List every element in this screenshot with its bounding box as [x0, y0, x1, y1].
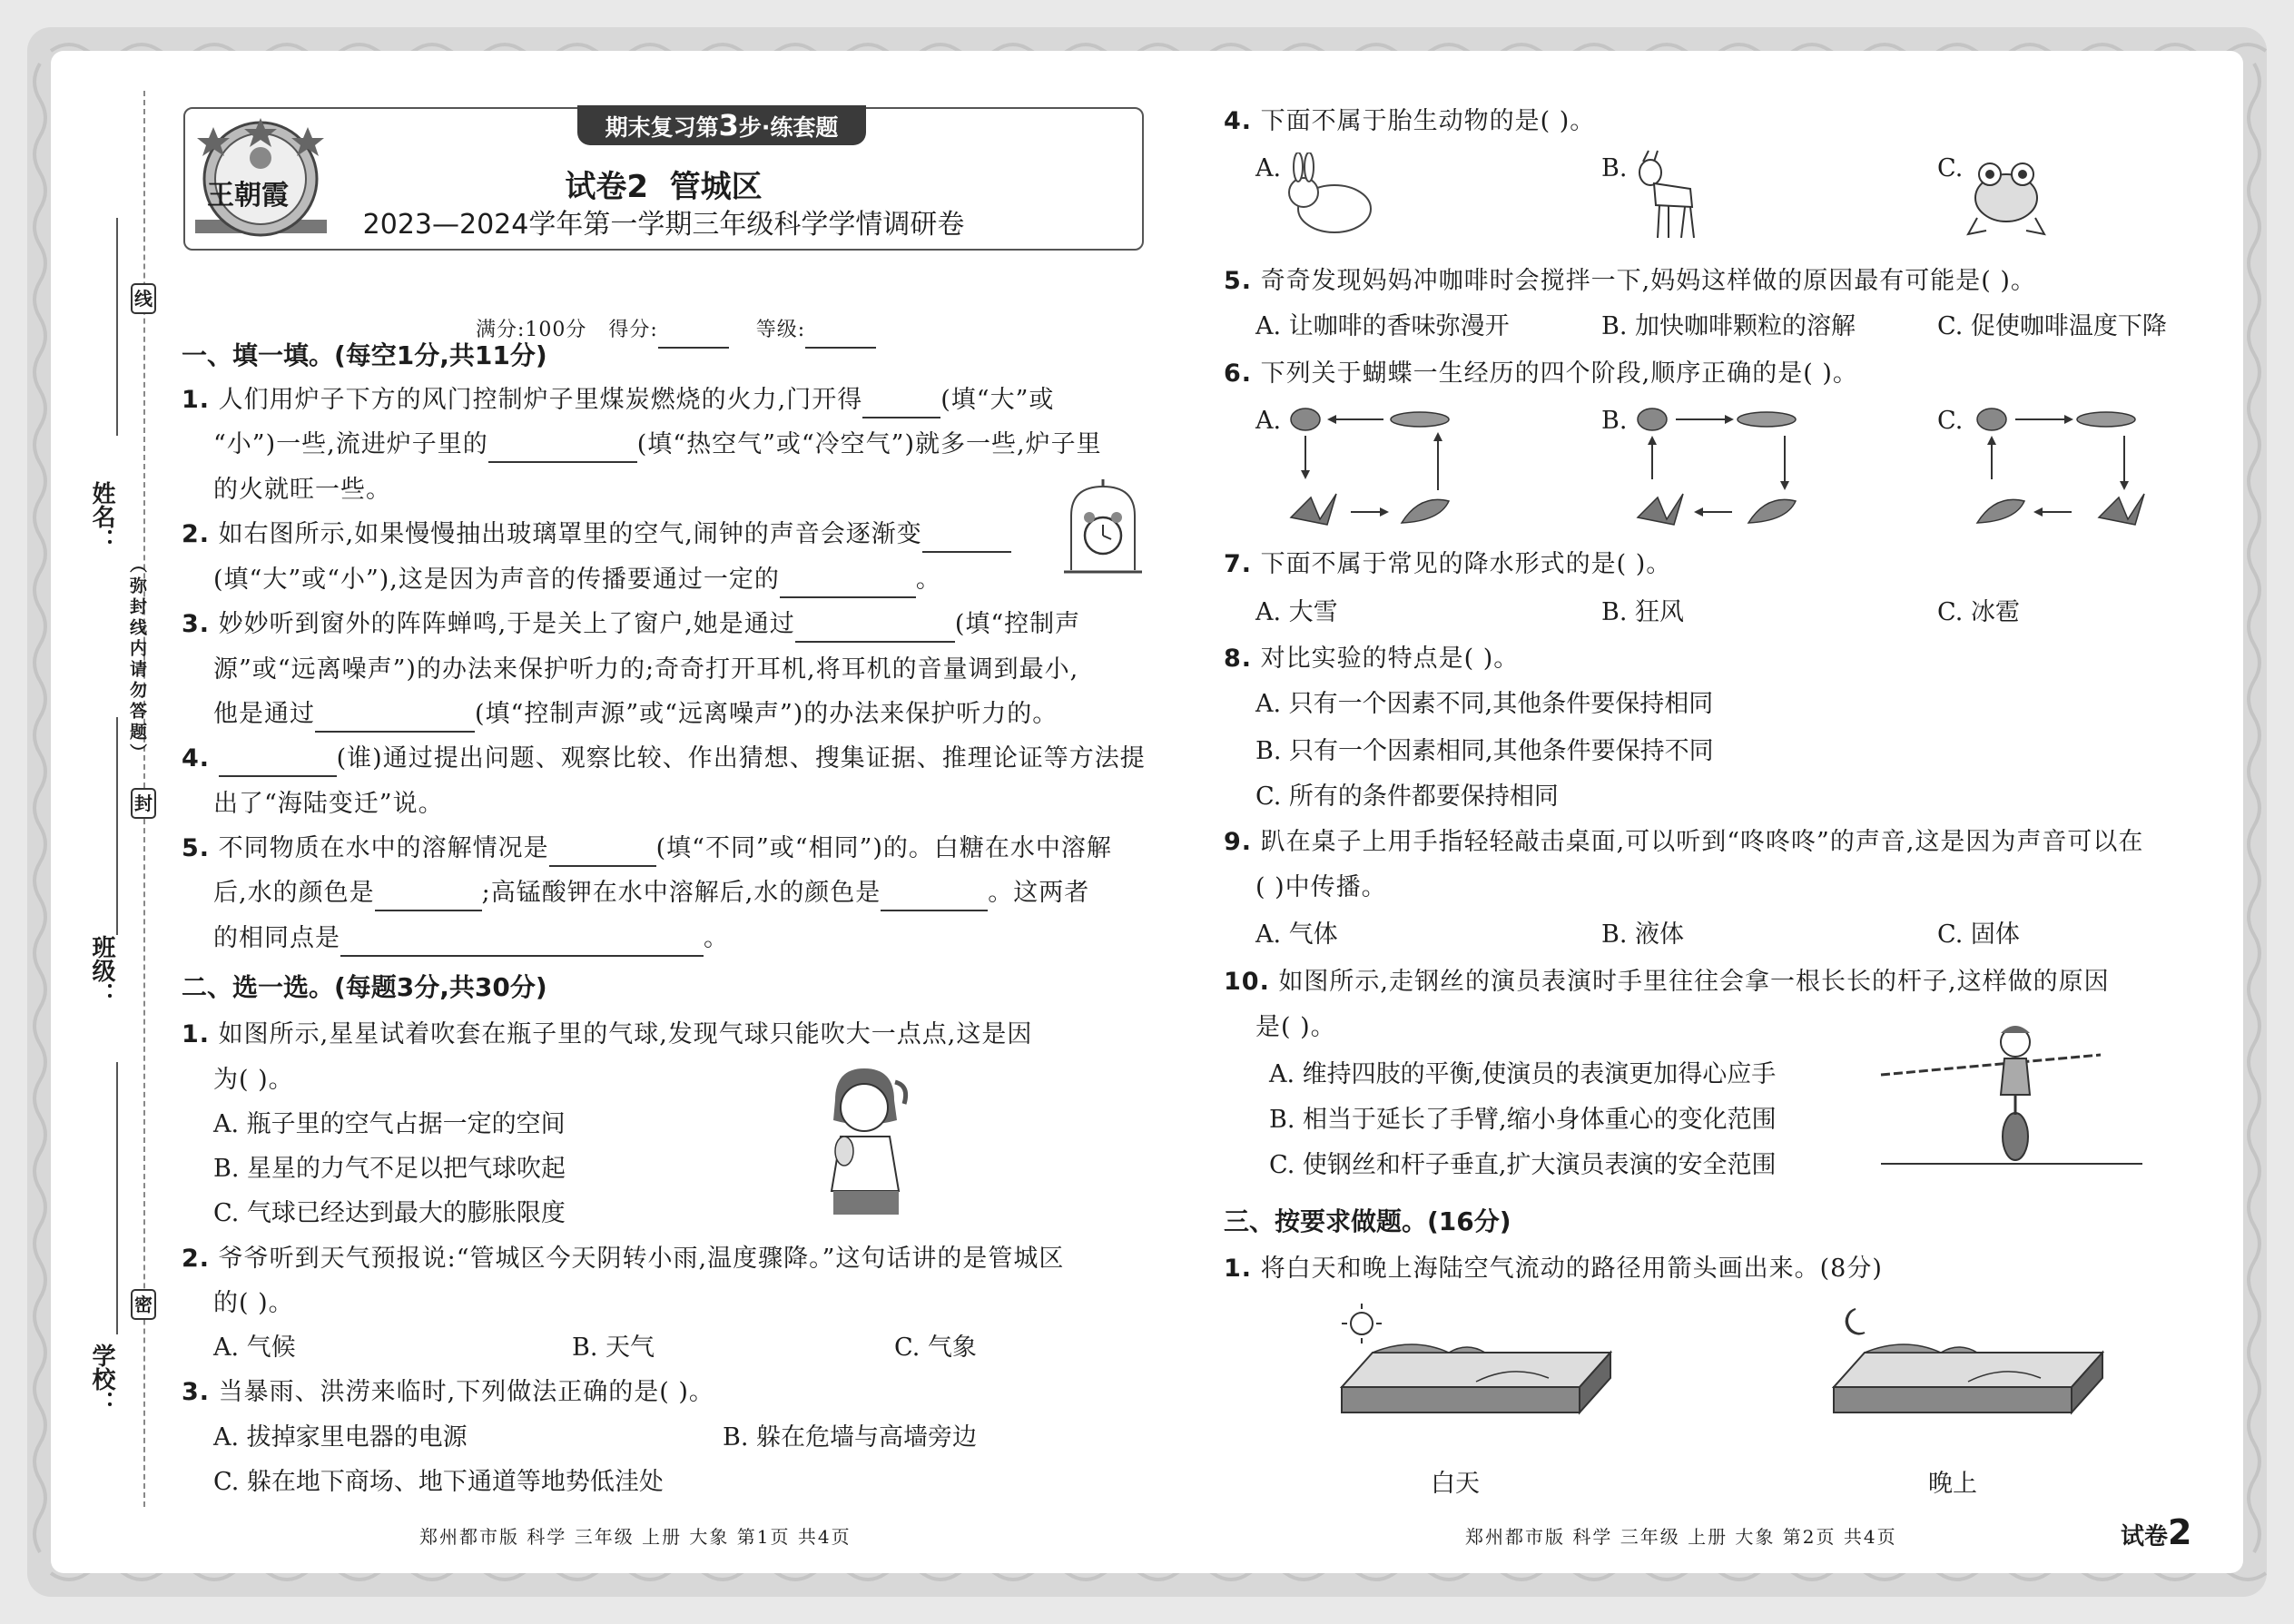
- bell-jar-clock-icon: [1062, 479, 1144, 579]
- frog-icon: [1961, 153, 2052, 240]
- butterfly-cycle-a-icon: [1284, 399, 1465, 536]
- banner-num: 3: [718, 108, 739, 143]
- fill-q4-line1: 4. (谁)通过提出问题、观察比较、作出猜想、搜集证据、推理论证等方法提: [182, 741, 1146, 777]
- class-field-line[interactable]: [116, 717, 118, 935]
- grade-blank[interactable]: [805, 327, 876, 349]
- choice-q10-line2: 是( )。: [1255, 1013, 1336, 1041]
- day-label: 白天: [1431, 1470, 1480, 1498]
- girl-balloon-icon: [808, 1064, 917, 1218]
- fill-q3-blank2[interactable]: [315, 705, 475, 733]
- choice-q10-option-b[interactable]: B. 相当于延长了手臂,缩小身体重心的变化范围: [1269, 1106, 1777, 1134]
- rabbit-icon: [1278, 153, 1378, 236]
- paper-subtitle: 2023—2024学年第一学期三年级科学学情调研卷: [362, 209, 965, 241]
- seal-char-line: 线: [131, 283, 156, 314]
- fill-q2-line2: (填“大”或“小”),这是因为声音的传播要通过一定的 。: [213, 562, 941, 598]
- night-label: 晚上: [1928, 1470, 1977, 1498]
- fill-q4-line2: 出了“海陆变迁”说。: [213, 790, 444, 818]
- fill-q2-blank2[interactable]: [780, 571, 916, 598]
- paper-badge-num: 2: [2168, 1512, 2192, 1552]
- choice-q5-option-a[interactable]: A. 让咖啡的香味弥漫开: [1255, 312, 1510, 340]
- fill-q5-blank2[interactable]: [375, 884, 482, 911]
- fill-q3-blank1[interactable]: [795, 615, 955, 643]
- choice-q7-option-b[interactable]: B. 狂风: [1601, 598, 1685, 626]
- full-score-label: 满分:100分 得分:: [476, 319, 658, 341]
- fill-q5-blank1[interactable]: [549, 840, 656, 867]
- choice-q2-line1: 2. 爷爷听到天气预报说:“管城区今天阴转小雨,温度骤降。”这句话讲的是管城区: [182, 1245, 1065, 1273]
- butterfly-cycle-b-icon: [1630, 399, 1812, 536]
- school-field-line[interactable]: [116, 1062, 118, 1334]
- fill-q5-blank4[interactable]: [340, 930, 704, 957]
- choice-q3-option-b[interactable]: B. 躲在危墙与高墙旁边: [723, 1423, 978, 1452]
- seal-char-seal: 封: [131, 788, 156, 819]
- choice-q8-option-c[interactable]: C. 所有的条件都要保持相同: [1255, 782, 1559, 811]
- footer-right: 郑州都市版 科学 三年级 上册 大象 第2页 共4页: [1465, 1526, 1897, 1548]
- score-blank[interactable]: [658, 327, 729, 349]
- choice-q5-option-b[interactable]: B. 加快咖啡颗粒的溶解: [1601, 312, 1856, 340]
- choice-q4-line1: 4. 下面不属于胎生动物的是( )。: [1224, 107, 1596, 135]
- choice-q3-option-c[interactable]: C. 躲在地下商场、地下通道等地势低洼处: [213, 1468, 664, 1496]
- fill-q5-line3: 的相同点是 。: [213, 920, 729, 957]
- section-2-title: 二、选一选。(每题3分,共30分): [182, 972, 547, 1002]
- choice-q2-line2: 的( )。: [213, 1289, 294, 1317]
- choice-q5-line1: 5. 奇奇发现妈妈冲咖啡时会搅拌一下,妈妈这样做的原因最有可能是( )。: [1224, 267, 2036, 295]
- fill-q3-line2: 源”或“远离噪声”)的办法来保护听力的;奇奇打开耳机,将耳机的音量调到最小,: [213, 655, 1079, 684]
- fill-q2-line1: 2. 如右图所示,如果慢慢抽出玻璃罩里的空气,闹钟的声音会逐渐变: [182, 517, 1011, 553]
- name-field-line[interactable]: [116, 218, 118, 436]
- choice-q9-line2: ( )中传播。: [1255, 873, 1387, 901]
- banner-post: 步·练套题: [738, 114, 839, 141]
- fill-q3-line1: 3. 妙妙听到窗外的阵阵蝉鸣,于是关上了窗户,她是通过 (填“控制声: [182, 606, 1080, 643]
- choice-q7-option-a[interactable]: A. 大雪: [1255, 598, 1338, 626]
- fill-q5-blank3[interactable]: [881, 884, 988, 911]
- choice-q9-option-b[interactable]: B. 液体: [1601, 920, 1685, 949]
- fill-q1-line3: 的火就旺一些。: [213, 476, 391, 504]
- choice-q8-option-a[interactable]: A. 只有一个因素不同,其他条件要保持相同: [1255, 690, 1714, 718]
- review-banner: [577, 105, 866, 145]
- choice-q7-line1: 7. 下面不属于常见的降水形式的是( )。: [1224, 550, 1672, 578]
- choice-q8-option-b[interactable]: B. 只有一个因素相同,其他条件要保持不同: [1255, 737, 1714, 765]
- logo-text: 王朝霞: [207, 180, 289, 212]
- seal-char-secret: 密: [131, 1289, 156, 1320]
- fill-q5-line1: 5. 不同物质在水中的溶解情况是 (填“不同”或“相同”)的。白糖在水中溶解: [182, 831, 1112, 867]
- choice-q5-option-c[interactable]: C. 促使咖啡温度下降: [1937, 312, 2167, 340]
- choice-q9-option-c[interactable]: C. 固体: [1937, 920, 2020, 949]
- choice-q3-option-a[interactable]: A. 拔掉家里电器的电源: [213, 1423, 468, 1452]
- section-1-title: 一、填一填。(每空1分,共11分): [182, 340, 547, 370]
- school-label: 学校：: [88, 1343, 115, 1414]
- fill-q2-blank1[interactable]: [922, 526, 1011, 553]
- task-q1-line1: 1. 将白天和晚上海陆空气流动的路径用箭头画出来。(8分): [1224, 1255, 1883, 1283]
- goat-icon: [1627, 147, 1708, 247]
- fill-q1-blank1[interactable]: [862, 391, 940, 418]
- choice-q2-option-b[interactable]: B. 天气: [572, 1334, 655, 1362]
- banner-pre: 期末复习第: [605, 114, 719, 141]
- footer-left: 郑州都市版 科学 三年级 上册 大象 第1页 共4页: [419, 1526, 852, 1548]
- name-label: 姓名：: [88, 481, 115, 552]
- choice-q9-option-a[interactable]: A. 气体: [1255, 920, 1338, 949]
- choice-q4-option-a[interactable]: A.: [1255, 154, 1282, 182]
- fill-q1-line1: 1. 人们用炉子下方的风门控制炉子里煤炭燃烧的火力,门开得 (填“大”或: [182, 382, 1054, 418]
- choice-q7-option-c[interactable]: C. 冰雹: [1937, 598, 2020, 626]
- choice-q1-option-c[interactable]: C. 气球已经达到最大的膨胀限度: [213, 1199, 566, 1227]
- choice-q1-line2: 为( )。: [213, 1066, 294, 1094]
- paper-title: 试卷2 管城区: [565, 169, 763, 205]
- grade-label: 等级:: [755, 319, 806, 341]
- fill-q4-blank1[interactable]: [219, 750, 337, 777]
- choice-q3-line1: 3. 当暴雨、洪涝来临时,下列做法正确的是( )。: [182, 1378, 714, 1406]
- choice-q4-option-c[interactable]: C.: [1937, 154, 1964, 182]
- choice-q2-option-c[interactable]: C. 气象: [894, 1334, 977, 1362]
- choice-q6-option-c[interactable]: C.: [1937, 407, 1964, 435]
- choice-q10-option-a[interactable]: A. 维持四肢的平衡,使演员的表演更加得心应手: [1269, 1060, 1777, 1088]
- paper-badge-label: 试卷: [2121, 1523, 2169, 1550]
- fill-q5-line2: 后,水的颜色是 ;高锰酸钾在水中溶解后,水的颜色是 。这两者: [213, 875, 1089, 911]
- night-landsea-diagram-icon[interactable]: [1832, 1300, 2104, 1436]
- choice-q10-option-c[interactable]: C. 使钢丝和杆子垂直,扩大演员表演的安全范围: [1269, 1151, 1777, 1179]
- choice-q1-option-a[interactable]: A. 瓶子里的空气占据一定的空间: [213, 1110, 566, 1138]
- seal-note: （弥封线内请勿答题）: [127, 556, 147, 764]
- choice-q4-option-b[interactable]: B.: [1601, 154, 1628, 182]
- choice-q6-option-b[interactable]: B.: [1601, 407, 1628, 435]
- choice-q6-option-a[interactable]: A.: [1255, 407, 1282, 435]
- butterfly-cycle-c-icon: [1970, 399, 2151, 536]
- section-3-title: 三、按要求做题。(16分): [1224, 1206, 1511, 1236]
- choice-q8-line1: 8. 对比实验的特点是( )。: [1224, 645, 1520, 673]
- fill-q1-blank2[interactable]: [488, 436, 637, 463]
- fill-q3-line3: 他是通过 (填“控制声源”或“远离噪声”)的办法来保护听力的。: [213, 696, 1058, 733]
- choice-q2-option-a[interactable]: A. 气候: [213, 1334, 296, 1362]
- choice-q1-option-b[interactable]: B. 星星的力气不足以把气球吹起: [213, 1155, 566, 1183]
- day-landsea-diagram-icon[interactable]: [1340, 1300, 1612, 1436]
- tightrope-walker-icon: [1879, 1022, 2151, 1176]
- choice-q10-line1: 10. 如图所示,走钢丝的演员表演时手里往往会拿一根长长的杆子,这样做的原因: [1224, 968, 2110, 996]
- choice-q6-line1: 6. 下列关于蝴蝶一生经历的四个阶段,顺序正确的是( )。: [1224, 359, 1858, 388]
- fill-q1-line2: “小”)一些,流进炉子里的 (填“热空气”或“冷空气”)就多一些,炉子里: [213, 427, 1102, 463]
- class-label: 班级：: [88, 935, 115, 1006]
- paper-badge: [2121, 1512, 2191, 1552]
- choice-q9-line1: 9. 趴在桌子上用手指轻轻敲击桌面,可以听到“咚咚咚”的声音,这是因为声音可以在: [1224, 828, 2144, 856]
- choice-q1-line1: 1. 如图所示,星星试着吹套在瓶子里的气球,发现气球只能吹大一点点,这是因: [182, 1020, 1033, 1048]
